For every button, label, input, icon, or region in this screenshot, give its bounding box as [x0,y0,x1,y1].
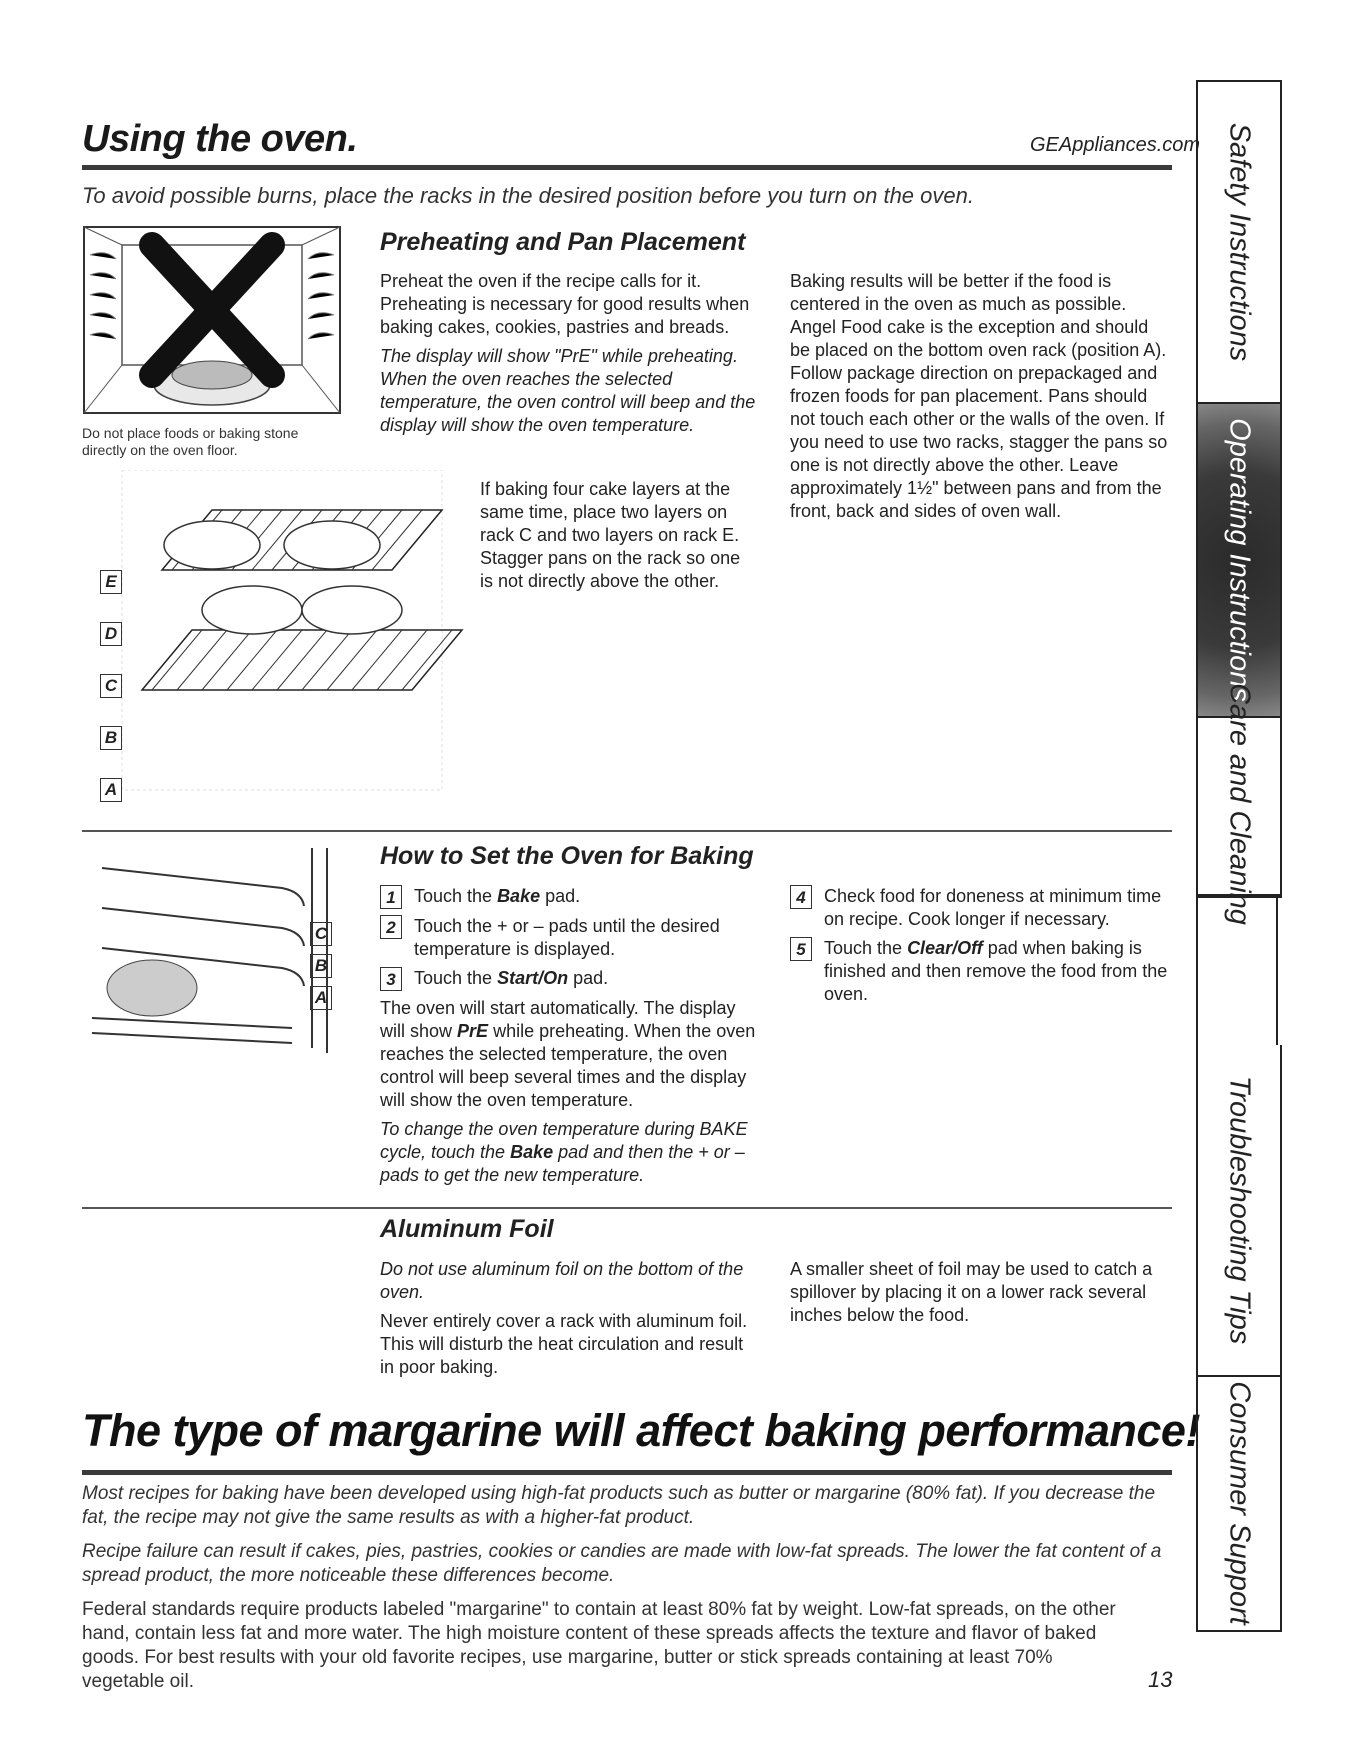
rack-label-e: E [100,570,122,594]
tab-safety-instructions[interactable] [1198,82,1280,404]
preheat-p3: If baking four cake layers at the same time, place two layers on rack C and two layers on rack E. Stagger pans on the rack so one is not directly above the other. [480,479,741,591]
foil-left-column [380,1258,760,1379]
preheat-p1: Preheat the oven if the recipe calls for it. Preheating is necessary for good results when baking cakes, cookies, pastries and breads. [380,271,750,337]
step-key: Bake [497,886,541,906]
note-key: Bake [510,1142,554,1162]
step-key: Start/On [497,968,569,988]
foil-heading: Aluminum Foil [380,1215,554,1243]
page-title: Using the oven. [82,118,358,160]
section-divider-2 [82,1207,1172,1209]
tab-care-continuation [1196,894,1278,1045]
header-rule [82,165,1172,170]
margarine-p3: Federal standards require products labeled "margarine" to contain at least 80% fat by weight. Low-fat spreads, on the other hand, contain less fat and more water. The high moisture content of these spreads affects the texture and flavor of baked goods. For best results with your old favorite recipes, use margarine, butter or stick spreads containing at least 70% vegetable oil. [82,1599,1116,1692]
step-text: Check food for doneness at minimum time on recipe. Cook longer if necessary. [824,886,1162,929]
tab-label: Consumer Support [1223,1380,1256,1625]
section-divider-1 [82,830,1172,832]
foil-p1: Do not use aluminum foil on the bottom of the oven. [380,1259,744,1302]
note-b: pad and then the + or – pads to get the new temperature. [380,1142,745,1185]
margarine-p2: Recipe failure can result if cakes, pies, pastries, cookies or candies are made with low-fat spreads. The lower the fat content of a spread product, the more noticeable these differences become. [82,1541,1162,1586]
foil-p3: A smaller sheet of foil may be used to catch a spillover by placing it on a lower rack several inches below the food. [790,1259,1153,1325]
tab-label: Safety Instructions [1223,122,1256,362]
bake-auto-key: PrE [457,1021,489,1041]
margarine-p1: Most recipes for baking have been developed using high-fat products such as butter or margarine (80% fat). If you decrease the fat, the recipe may not give the same results as with a higher-fat product. [82,1483,1156,1528]
tab-care-and-cleaning[interactable] [1196,683,1282,925]
step-number: 5 [790,937,812,961]
bake-auto-b: while preheating. When the oven reaches the selected temperature, the oven control will beep several times and the display will show the oven temperature. [380,1021,756,1110]
step-number: 3 [380,967,402,991]
tab-label: Troubleshooting Tips [1223,1075,1256,1345]
bake-heading: How to Set the Oven for Baking [380,842,754,870]
bake-step-3 [380,967,760,991]
note-a: To change the oven temperature during BAKE cycle, touch the [380,1119,748,1162]
bake-rack-label-b: B [310,954,332,978]
bake-rack-labels [310,922,350,1010]
margarine-heading: The type of margarine will affect baking performance! [82,1405,1200,1456]
page-number: 13 [1148,1667,1173,1692]
step-number: 1 [380,885,402,909]
tab-operating-instructions[interactable] [1198,404,1280,718]
preheat-p2: The display will show "PrE" while preheating. When the oven reaches the selected temperature, the oven control will beep and the display will show the oven temperature. [380,346,756,435]
bake-left-column [380,885,760,1187]
site-url: GEAppliances.com [1030,134,1201,156]
step-number: 2 [380,915,402,939]
margarine-body [82,1482,1172,1694]
step-text-end: pad when baking is finished and then remove the food from the oven. [824,938,1168,1004]
bake-auto-a: The oven will start automatically. The display will show [380,998,736,1041]
bake-step-2 [380,915,760,961]
rack-label-c: C [100,674,122,698]
step-text: Touch the [824,938,908,958]
step-text: Touch the [414,886,498,906]
bake-auto-start-text [380,997,760,1112]
bake-step-5 [790,937,1170,1006]
tab-consumer-support[interactable] [1196,1375,1282,1632]
oven-rack-side-illustration [82,838,342,1068]
step-text: Touch the + or – pads until the desired temperature is displayed. [414,916,720,959]
preheat-four-layers [480,478,750,593]
bake-change-temp-note [380,1118,760,1187]
foil-p2: Never entirely cover a rack with aluminum foil. This will disturb the heat circulation and result in poor baking. [380,1311,748,1377]
preheat-left-column [380,270,760,437]
bake-right-column [790,885,1170,1012]
step-number: 4 [790,885,812,909]
rack-label-d: D [100,622,122,646]
margarine-rule [82,1470,1172,1475]
tab-troubleshooting-tips[interactable] [1196,1045,1282,1377]
step-text: Touch the [414,968,498,988]
bake-step-1 [380,885,760,909]
step-text-end: pad. [568,968,609,988]
tab-label: Care and Cleaning [1223,683,1256,925]
bake-rack-label-a: A [310,986,332,1010]
preheat-right-column [790,270,1170,523]
rack-label-list [100,570,160,802]
step-key: Clear/Off [907,938,983,958]
tab-label: Operating Instructions [1223,418,1256,702]
preheat-p4: Baking results will be better if the food is centered in the oven as much as possible. Angel Food cake is the exception and should be placed on the bottom oven rack (position A). Follow package direction on prepackaged and frozen foods for pan placement. Pans should not touch each other or the walls of the oven. If you need to use two racks, stagger the pans so one is not directly above the other. Leave approximately 1½" between pans and from the front, back and sides of oven wall. [790,271,1168,521]
oven-floor-illustration [82,225,342,415]
rack-label-b: B [100,726,122,750]
floor-caption: Do not place foods or baking stone directly on the oven floor. [82,425,299,458]
foil-right-column [790,1258,1170,1327]
preheat-heading: Preheating and Pan Placement [380,228,746,256]
rack-label-a: A [100,778,122,802]
bake-rack-label-c: C [310,922,332,946]
bake-step-4 [790,885,1170,931]
intro-text: To avoid possible burns, place the racks in the desired position before you turn on the oven. [82,183,974,208]
step-text-end: pad. [540,886,581,906]
